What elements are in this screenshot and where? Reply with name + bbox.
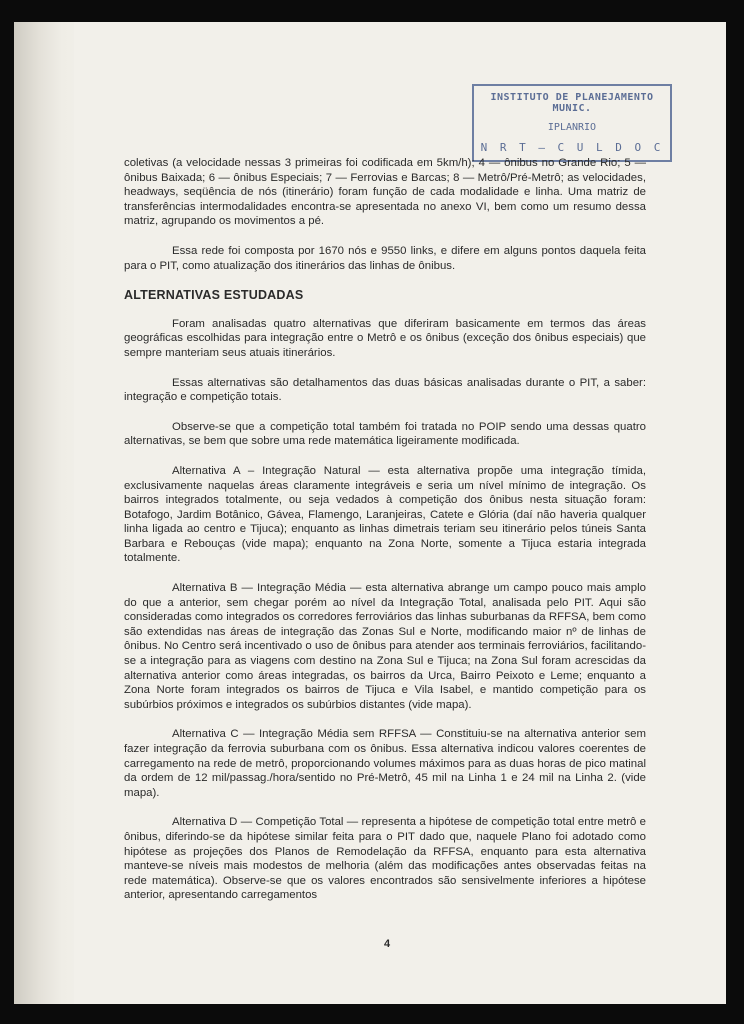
paragraph-2: Essa rede foi composta por 1670 nós e 9550 links, e difere em alguns pontos daquela feita para o PIT, como atualização dos itinerários das linhas de ônibus.: [124, 244, 646, 272]
stamp-line-institution: INSTITUTO DE PLANEJAMENTO MUNIC.: [490, 92, 654, 114]
paragraph-4: Essas alternativas são detalhamentos das duas básicas analisadas durante o PIT, a saber: integração e competição totais.: [124, 376, 646, 404]
document-body: [124, 156, 646, 918]
page-number: 4: [384, 938, 391, 950]
paragraph-3: Foram analisadas quatro alternativas que diferiram basicamente em termos das áreas geográficas escolhidas para integração entre o Metrô e os ônibus (exceção dos ônibus especiais) que sempre manteriam seus atuais itinerários.: [124, 317, 646, 359]
section-heading: ALTERNATIVAS ESTUDADAS: [124, 288, 304, 303]
library-stamp: [472, 84, 672, 162]
scanned-page-frame: [14, 22, 726, 1004]
stamp-line-iplanrio: IPLANRIO: [547, 122, 597, 133]
paragraph-5: Observe-se que a competição total também foi tratada no POIP sendo uma dessas quatro alternativas, se bem que sobre uma rede matemática ligeiramente modificada.: [124, 420, 646, 448]
paragraph-1: coletivas (a velocidade nessas 3 primeiras foi codificada em 5km/h); 4 — ônibus no Grande Rio; 5 — ônibus Baixada; 6 — ônibus Especiais; 7 — Ferrovias e Barcas; 8 — Metrô/Pré-Metrô; as velocidades, headways, seqüência de nós (itinerário) foram função de cada modalidade e linha. Uma matriz de transferências intermodalidades encontra-se apresentada no anexo VI, bem como um resumo dessa matriz, agrupando os movimentos a pé.: [124, 157, 646, 228]
stamp-line-culdoc: N R T — C U L D O C: [480, 141, 664, 154]
paragraph-alternativa-b: Alternativa B — Integração Média — esta alternativa abrange um campo pouco mais amplo do que a anterior, sem chegar porém ao nível da Integração Total, analisada pelo PIT. Aqui são consideradas como integrados os corredores ferroviários das linhas suburbanas da RFFSA, bem como são extendidas nas áreas de integração das Zonas Sul e Norte, modificando maior nº de linhas de ônibus. No Centro será incentivado o uso de ônibus para atender aos terminais ferroviários, facilitando-se a integração para as viagens com destino na Zona Sul e Tijuca; na Zona Sul foram acrescidas da alternativa anterior como áreas integradas, os bairros da Urca, Bairro Peixoto e Leme; enquanto a Zona Norte foram integrados os bairros de Tijuca e Vila Isabel, e mantido competição para os subúrbios próximos e integrados os subúrbios distantes (vide mapa).: [124, 582, 646, 711]
paragraph-alternativa-a: Alternativa A – Integração Natural — esta alternativa propõe uma integração tímida, exclusivamente naquelas áreas claramente integráveis e seria um nível mínimo de integração. Os bairros integrados totalmente, ou seja vedados à competição dos ônibus nesta situação foram: Botafogo, Jardim Botânico, Gávea, Flamengo, Laranjeiras, Catete e Glória (daí não haveria qualquer linha ligada ao centro e Tijuca); enquanto as linhas dimetrais teriam seu itinerário pelos túneis Santa Barbara e Rebouças (vide mapa); enquanto na Zona Norte, somente a Tijuca estaria integrada totalmente.: [124, 464, 646, 565]
paragraph-alternativa-c: Alternativa C — Integração Média sem RFFSA — Constituiu-se na alternativa anterior sem fazer integração da ferrovia suburbana com os ônibus. Essa alternativa indicou valores coerentes de carregamento na rede de metrô, proporcionando volumes máximos para as duas horas de pico matinal da ordem de 12 mil/passag./hora/sentido no Pré-Metrô, 45 mil na Linha 1 e 24 mil na Linha 2. (vide mapa).: [124, 728, 646, 799]
paragraph-alternativa-d: Alternativa D — Competição Total — representa a hipótese de competição total entre metrô e ônibus, diferindo-se da hipótese similar feita para o PIT dado que, naquele Plano foi adotado como hipótese as projeções dos Planos de Remodelação da RFFSA, enquanto para esta alternativa manteve-se níveis mais modestos de melhoria (além das modificações antes observadas feitas na rede matemática). Observe-se que os valores encontrados são sensivelmente inferiores a hipótese anterior, apresentando carregamentos: [124, 816, 646, 902]
